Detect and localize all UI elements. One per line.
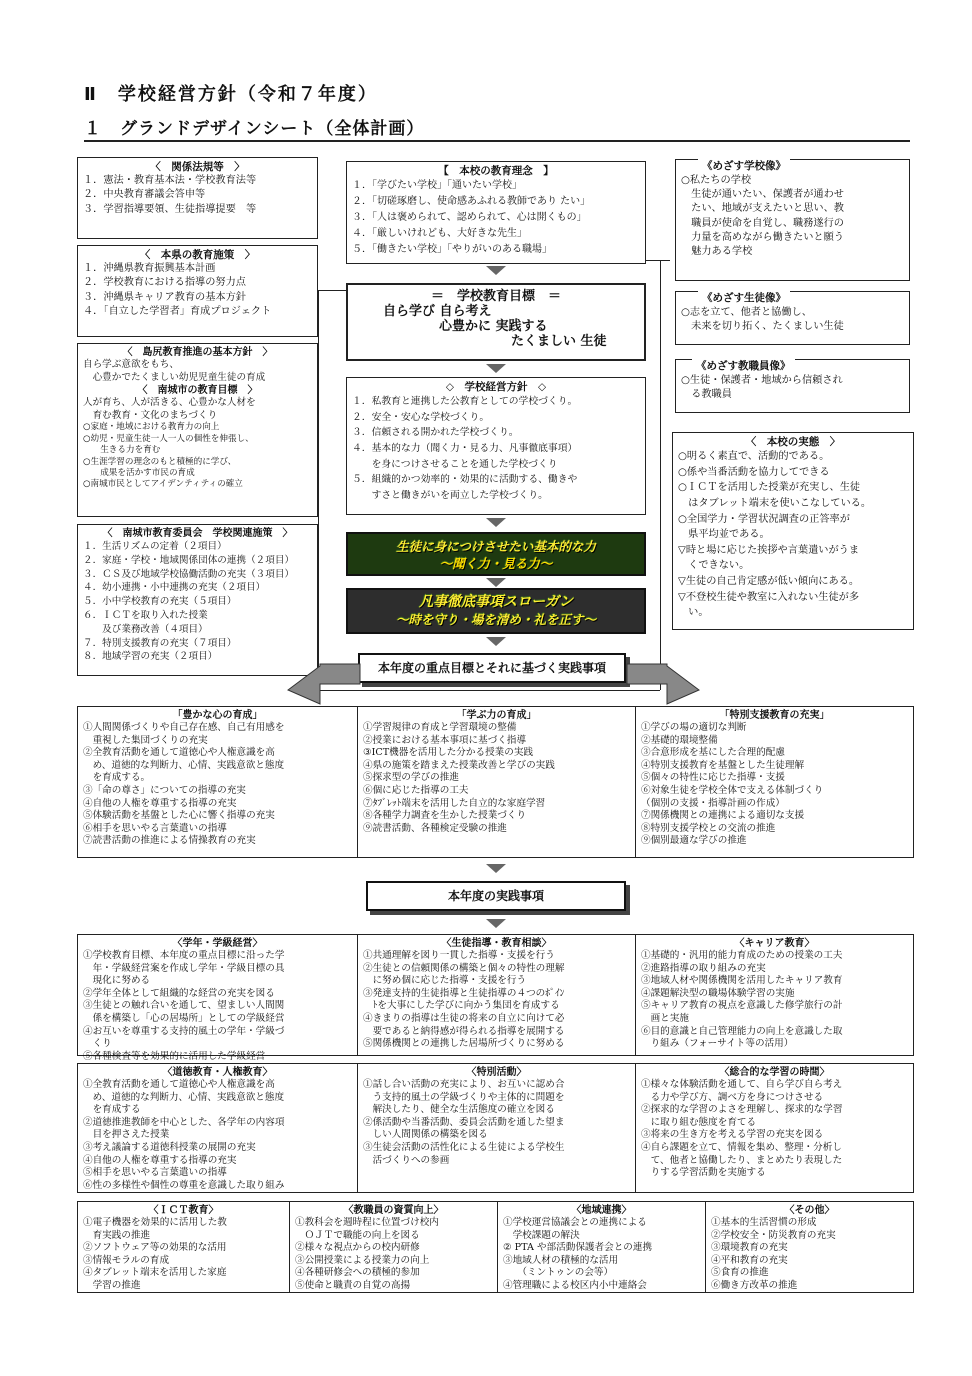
goal-line: たくましい 生徒 — [511, 334, 607, 349]
list-item: い。 — [678, 607, 709, 619]
list-item: 年・学級経営案を作成し学年・学級目標の具 — [83, 962, 285, 974]
banner-subtitle: ～時を守り・場を清め・礼を正す～ — [395, 612, 596, 627]
list-item: 学習の推進 — [83, 1279, 141, 1291]
list-item: 要であると納得感が得られる指導を展開する — [363, 1025, 565, 1037]
shimajiri-title: 〈 島尻教育推進の基本方針 〉 — [122, 347, 273, 358]
practice-box-ict — [77, 1201, 290, 1293]
list-item: 未来を切り拓く、たくましい生徒 — [681, 321, 844, 333]
list-item: ⑤体験活動を基盤とした心に響く指導の充実 — [83, 810, 275, 822]
philosophy-title: 【 本校の教育理念 】 — [438, 165, 554, 177]
list-item: ④タブレット端末を活用した家庭 — [83, 1267, 227, 1279]
list-item: くり — [83, 1038, 112, 1050]
list-item: 学校課題の解決 — [503, 1229, 580, 1241]
list-item: ６．ＩＣＴを取り入れた授業 — [83, 609, 208, 621]
prefecture-policy-box — [77, 245, 318, 337]
list-item: ④お互いを尊重する支持的風土の学年・学級づ — [83, 1025, 285, 1037]
shimajiri-policy-box — [77, 343, 318, 517]
list-item: ③考え議論する道徳科授業の展開の充実 — [83, 1141, 256, 1153]
list-item: ４．基本的な力（聞く力・見る力、凡事徹底事項） — [352, 442, 578, 454]
practice-title: 〈学年・学級経営〉 — [172, 938, 263, 949]
list-item: る力や学び方、調べ方を身につけさせる — [641, 1091, 824, 1103]
list-item: ④管理職による校区内小中連絡会 — [503, 1279, 647, 1291]
list-item: ④自他の人権を尊重する指導の充実 — [83, 797, 237, 809]
list-item: ②様々な視点からの校内研修 — [295, 1242, 420, 1254]
list-item: ③発達支持的生徒指導と生徒指導の４つのﾎﾟｲﾝ — [363, 987, 565, 999]
practice-box-guidance — [357, 934, 636, 1056]
list-item: ５．小中学校教育の充実（５項目） — [83, 596, 237, 608]
list-item: しい人間関係の構築を図る — [363, 1129, 488, 1141]
list-item: ⑧特別支援学校との交流の推進 — [641, 822, 776, 834]
list-item: ④県の施策を踏まえた授業改善と学びの実践 — [363, 759, 555, 771]
list-item: ③「命の尊さ」についての指導の充実 — [83, 784, 246, 796]
connector-line — [660, 260, 661, 690]
list-item: 現化に努める — [83, 975, 151, 987]
list-item: ③地域人材や関係機関を活用したキャリア教育 — [641, 975, 843, 987]
list-item: ②全教育活動を通して道徳心や人権意識を高 — [83, 747, 275, 759]
list-item: 人が育ち、人が活きる、心豊かな人材を — [83, 397, 256, 409]
list-item: ①電子機器を効果的に活用した教 — [83, 1217, 227, 1228]
student-vision-box — [675, 291, 910, 345]
arrow-down-icon — [486, 578, 506, 587]
arrow-down-icon — [486, 518, 506, 527]
list-item: ５．組織的かつ効率的・効果的に活動する、働きや — [352, 474, 578, 486]
list-item: ①学校教育目標、本年度の重点目標に沿った学 — [83, 950, 285, 961]
list-item: ⑤食育の推進 — [711, 1267, 769, 1279]
banner-title: 凡事徹底事項スローガン — [419, 594, 573, 610]
list-item: はタブレット端末を使いこなしている。 — [678, 497, 872, 509]
laws-box — [77, 157, 318, 239]
list-item: て、他者と協働したり、まとめたり表現した — [641, 1154, 843, 1166]
school-goal-box — [346, 283, 646, 361]
list-item: ８．地域学習の充実（２項目） — [83, 651, 218, 663]
list-item: 心豊かでたくましい幼児児童生徒の育成 — [83, 371, 266, 383]
list-item: １．憲法・教育基本法・学校教育法等 — [83, 175, 257, 187]
section-heading: Ⅱ 学校経営方針（令和７年度） — [84, 84, 378, 105]
list-item: ①学校運営協議会との連携による — [503, 1217, 647, 1228]
list-item: ○係や当番活動を協力してできる — [678, 466, 830, 478]
list-item: ①学びの場の適切な判断 — [641, 722, 747, 733]
list-item: １．「学びたい学校」「通いたい学校」 — [352, 180, 522, 192]
school-reality-box — [672, 432, 914, 630]
list-item: ③将来の生き方を考える学習の充実を図る — [641, 1129, 824, 1141]
list-item: ②基礎的環境整備 — [641, 734, 718, 746]
list-item: ▽時と場に応じた挨拶や言葉遣いがうま — [678, 544, 860, 556]
list-item: ３．学習指導要領、生徒指導提要 等 — [83, 203, 257, 215]
list-item: ⑦ﾀﾌﾞﾚｯﾄ端末を活用した自立的な家庭学習 — [363, 797, 546, 809]
pref-title: 〈 本県の教育施策 〉 — [139, 249, 256, 261]
list-item: 活づくりへの参画 — [363, 1154, 450, 1166]
list-item: ２．安全・安心な学校づくり。 — [352, 411, 490, 423]
goal-line: 心豊かに 実践する — [439, 319, 548, 334]
list-item: 職員が使命を自覚し、職務遂行の — [681, 217, 844, 229]
list-item: 画と実施 — [641, 1012, 689, 1024]
list-item: ①基礎的・汎用的能力育成のための授業の工夫 — [641, 950, 843, 961]
arrow-down-icon — [486, 364, 506, 373]
list-item: ⑦関係機関との連携による適切な支援 — [641, 810, 805, 822]
list-item: ②進路指導の取り組みの充実 — [641, 962, 766, 974]
list-item: ②ソフトウェア等の効果的な活用 — [83, 1242, 227, 1254]
list-item: ＯＪＴで職能の向上を図る — [295, 1229, 420, 1241]
list-item: ▽生徒の自己肯定感が低い傾向にある。 — [678, 575, 860, 587]
list-item: （ミントゥンの会等） — [503, 1267, 614, 1279]
nanjo-board-title: 〈 南城市教育委員会 学校関連施策 〉 — [102, 528, 293, 539]
focus-box-heart — [77, 706, 358, 858]
list-item: 自ら学ぶ意欲をもち、 — [83, 359, 179, 370]
staff-vision-title: 《めざす教職員像》 — [692, 359, 795, 373]
focus-title: 「豊かな心の育成」 — [172, 710, 263, 721]
arrow-down-icon — [486, 637, 506, 646]
list-item: ⑥個に応じた指導の工夫 — [363, 784, 469, 796]
list-item: 及び業務改善（４項目） — [83, 623, 208, 635]
list-item: すさと働きがいを両立した学校づくり。 — [352, 489, 548, 501]
banner-subtitle: ～聞く力・見る力～ — [439, 556, 553, 571]
list-item: ２．中央教育審議会答申等 — [83, 189, 206, 201]
connector-line — [318, 690, 660, 691]
list-item: ⑧各種学力調査を生かした授業づくり — [363, 810, 527, 822]
practice-box-other — [705, 1201, 914, 1293]
list-item: ③情報モラルの育成 — [83, 1254, 170, 1266]
list-item: め、道徳的な判断力、心情、実践意欲と態度 — [83, 1091, 285, 1103]
list-item: ４．幼小連携・小中連携の充実（２項目） — [83, 582, 266, 594]
list-item: ③合意形成を基にした合理的配慮 — [641, 747, 785, 759]
list-item: ①基本的生活習慣の形成 — [711, 1217, 817, 1228]
list-item: ②係活動や当番活動、委員会活動を通した望ま — [363, 1116, 565, 1128]
list-item: ①共通理解を図り一貫した指導・支援を行う — [363, 950, 555, 961]
list-item: に取り組む態度を育てる — [641, 1116, 757, 1128]
list-item: を身につけさせることを通した学校づくり — [352, 458, 558, 470]
list-item: 生きる力を育む — [83, 445, 161, 456]
practice-title: 〈キャリア教育〉 — [734, 938, 815, 949]
list-item: ２．家庭・学校・地域関係団体の連携（２項目） — [83, 554, 295, 566]
list-item: め、道徳的な判断力、心情、実践意欲と態度 — [83, 759, 285, 771]
focus-title: 「特別支援教育の充実」 — [719, 710, 830, 721]
staff-vision-box — [675, 359, 910, 413]
list-item: 成果を活かす市民の育成 — [83, 468, 195, 478]
list-item: （個別の支援・指導計画の作成） — [641, 797, 785, 809]
list-item: ①全教育活動を通して道徳心や人権意識を高 — [83, 1079, 275, 1090]
list-item: ④各種研修会への積極的参加 — [295, 1267, 420, 1279]
list-item: ５．「働きたい学校」「やりがいのある職場」 — [352, 244, 552, 256]
list-item: ▽不登校生徒や教室に入れない生徒が多 — [678, 591, 860, 603]
school-vision-title: 《めざす学校像》 — [698, 159, 790, 173]
list-item: ７．特別支援教育の充実（７項目） — [83, 637, 237, 649]
school-vision-box — [675, 159, 910, 281]
list-item: ③生徒との触れ合いを通して、望ましい人間関 — [83, 1000, 285, 1012]
list-item: ⑥対象生徒を学校全体で支える体制づくり — [641, 784, 824, 796]
list-item: ４．「厳しいけれども、大好きな先生」 — [352, 228, 527, 240]
list-item: う支持的風土の学級づくりや主体的に問題を — [363, 1091, 565, 1103]
goal-line: 自ら学び 自ら考え — [383, 304, 492, 319]
list-item: ④自他の人権を尊重する指導の充実 — [83, 1154, 237, 1166]
focus-box-special-support — [635, 706, 914, 858]
banner-title: 生徒に身につけさせたい基本的な力 — [396, 539, 596, 554]
list-item: １．私教育と連携した公教育としての学校づくり。 — [352, 396, 578, 408]
connector-line — [646, 260, 670, 261]
list-item: １．沖縄県教育振興基本計画 — [83, 263, 216, 275]
list-item: 力量を高めながら働きたいと願う — [681, 231, 844, 243]
list-item: 解決したり、健全な生活態度の確立を図る — [363, 1104, 555, 1116]
list-item: くできない。 — [678, 560, 750, 572]
list-item: ②学年全体として組織的な経営の充実を図る — [83, 987, 275, 999]
list-item: に努め個に応じた指導・支援を行う — [363, 975, 527, 987]
practice-bar: 本年度の実践事項 — [366, 881, 626, 911]
policy-title: ◇ 学校経営方針 ◇ — [445, 381, 547, 393]
list-item: ⑦読書活動の推進による情操教育の充実 — [83, 835, 256, 847]
list-item: 県平均並である。 — [678, 529, 770, 541]
list-item: ２．「切磋琢磨し、使命感あふれる教師であり たい」 — [352, 196, 591, 208]
list-item: 係を構築し「心の居場所」としての学級経営 — [83, 1012, 285, 1024]
practice-box-staff-development — [289, 1201, 498, 1293]
list-item: ③公開授業による授業力の向上 — [295, 1254, 430, 1266]
list-item: ③環境教育の充実 — [711, 1242, 788, 1254]
list-item: ①話し合い活動の充実により、お互いに認め合 — [363, 1079, 565, 1090]
list-item: ⑥相手を思いやる言葉遣いの指導 — [83, 822, 227, 834]
list-item: ⑤相手を思いやる言葉遣いの指導 — [83, 1167, 227, 1179]
list-item: ○生涯学習の理念のもと積極的に学び、 — [83, 456, 237, 467]
arrow-right-down-icon — [625, 660, 705, 708]
list-item: りする学習活動を実施する — [641, 1167, 766, 1179]
list-item: ３．ＣＳ及び地域学校協働活動の充実（３項目） — [83, 568, 295, 580]
list-item: ３．沖縄県キャリア教育の基本方針 — [83, 291, 246, 303]
nanjo-goal-title: 〈 南城市の教育目標 〉 — [137, 385, 258, 397]
practice-box-special-activities — [357, 1063, 636, 1193]
arrow-down-icon — [486, 919, 506, 928]
practice-box-integrated-study — [635, 1063, 914, 1193]
list-item: ⑥目的意識と自己管理能力の向上を意識した取 — [641, 1025, 843, 1037]
list-item: ③地域人材の積極的な活用 — [503, 1254, 619, 1266]
list-item: たい、地域が支えたいと思い、教 — [681, 203, 844, 215]
practice-title: 〈ＩＣＴ教育〉 — [148, 1205, 219, 1216]
list-item: ﾄを大事にした学びに向かう集団を育成する — [363, 1000, 560, 1012]
list-item: を育成する — [83, 1104, 141, 1116]
goal-title: ＝ 学校教育目標 ＝ — [430, 289, 561, 304]
nanjo-board-box — [77, 524, 318, 676]
practice-box-moral — [77, 1063, 358, 1193]
list-item: ○ＩＣＴを活用した授業が充実し、生徒 — [678, 482, 861, 494]
list-item: 重視した集団づくりの充実 — [83, 734, 208, 746]
arrow-down-icon — [486, 266, 506, 275]
list-item: ３．信頼される開かれた学校づくり。 — [352, 427, 519, 439]
focus-title: 「学ぶ力の育成」 — [456, 710, 537, 721]
connector-line — [318, 290, 346, 291]
list-item: ② PTA や部活動保護者会との連携 — [503, 1242, 653, 1254]
list-item: ○全国学力・学習状況調査の正答率が — [678, 513, 850, 525]
practice-title: 〈道徳教育・人権教育〉 — [162, 1067, 273, 1078]
list-item: ○幼児・児童生徒一人一人の個性を伸張し、 — [83, 433, 254, 444]
list-item: ①教科会を週時程に位置づけ校内 — [295, 1217, 439, 1228]
list-item: ⑤キャリア教育の視点を意識した修学旅行の計 — [641, 1000, 843, 1012]
list-item: ④きまりの指導は生徒の将来の自立に向けて必 — [363, 1012, 565, 1024]
list-item: ②生徒との信頼関係の構築と個々の特性の理解 — [363, 962, 565, 974]
list-item: ⑥性の多様性や個性の尊重を意識した取り組み — [83, 1179, 285, 1191]
list-item: 育実践の推進 — [83, 1229, 151, 1241]
subsection-heading: １ グランドデザインシート（全体計画） — [84, 114, 910, 142]
list-item: ①様々な体験活動を通して、自ら学び自ら考え — [641, 1079, 843, 1090]
arrow-down-icon — [486, 864, 506, 873]
list-item: ②授業における基本事項に基づく指導 — [363, 734, 527, 746]
practice-box-community — [497, 1201, 706, 1293]
connector-line — [318, 290, 319, 690]
list-item: 生徒が通いたい、保護者が通わせ — [681, 189, 844, 201]
list-item: ⑤各種検査等を効果的に活用した学級経営 — [83, 1050, 266, 1062]
practice-title: 〈特別活動〉 — [466, 1067, 527, 1078]
list-item: ○私たちの学校 — [681, 175, 752, 186]
list-item: ２．学校教育における指導の努力点 — [83, 277, 246, 289]
list-item: ⑨読書活動、各種検定受験の推進 — [363, 822, 507, 834]
focus-goals-bar: 本年度の重点目標とそれに基づく実践事項 — [358, 653, 626, 683]
list-item: ○家庭・地域における教育力の向上 — [83, 422, 220, 433]
list-item: ○志を立て、他者と協働し、 — [681, 307, 812, 318]
reality-title: 〈 本校の実態 〉 — [745, 436, 841, 448]
list-item: ⑤使命と職責の自覚の高揚 — [295, 1279, 411, 1291]
list-item: る教職員 — [681, 389, 732, 401]
list-item: ⑤関係機関との連携した居場所づくりに努める — [363, 1038, 565, 1050]
list-item: ①学習規律の育成と学習環境の整備 — [363, 722, 517, 733]
list-item: ４．「自立した学習者」育成プロジェクト — [83, 305, 272, 317]
list-item: ①人間関係づくりや自己存在感、自己有用感を — [83, 722, 285, 733]
practice-title: 〈教職員の資質向上〉 — [343, 1205, 444, 1216]
practice-title: 〈総合的な学習の時間〉 — [719, 1067, 830, 1078]
management-policy-box — [346, 377, 646, 515]
basic-skills-banner — [346, 532, 646, 576]
list-item: 育む教育・文化のまちづくり — [83, 409, 218, 421]
list-item: 魅力ある学校 — [681, 246, 753, 258]
list-item: ②道徳推進教師を中心とした、各学年の内容項 — [83, 1116, 285, 1128]
list-item: ②学校安全・防災教育の充実 — [711, 1229, 836, 1241]
list-item: を育成する。 — [83, 772, 151, 784]
list-item: ④課題解決型の職場体験学習の実施 — [641, 987, 795, 999]
laws-title: 〈 関係法規等 〉 — [150, 161, 245, 173]
practice-title: 〈生徒指導・教育相談〉 — [441, 938, 552, 949]
list-item: り組み（フォーサイト等の活用） — [641, 1038, 794, 1050]
list-item: ⑥働き方改革の推進 — [711, 1279, 798, 1291]
list-item: 目を押さえた授業 — [83, 1129, 170, 1141]
arrow-left-down-icon — [282, 660, 362, 708]
student-vision-title: 《めざす生徒像》 — [698, 291, 790, 305]
practice-title: 〈地域連携〉 — [571, 1205, 632, 1216]
practice-title: 〈その他〉 — [784, 1205, 835, 1216]
slogan-banner — [346, 588, 646, 634]
practice-box-class-management — [77, 934, 358, 1062]
list-item: ③ICT機器を活用した分かる授業の実践 — [363, 747, 534, 759]
list-item: ○生徒・保護者・地域から信頼され — [681, 375, 843, 386]
list-item: ②探求的な学習のよさを理解し、探求的な学習 — [641, 1104, 843, 1116]
list-item: ④特別支援教育を基盤とした生徒理解 — [641, 759, 805, 771]
philosophy-box — [346, 161, 646, 264]
list-item: ○明るく素直で、活動的である。 — [678, 451, 830, 463]
practice-box-career — [635, 934, 914, 1056]
list-item: ３．「人は褒められて、認められて、心は開くもの」 — [352, 212, 587, 224]
list-item: ④平和教育の充実 — [711, 1254, 788, 1266]
list-item: ⑤探求型の学びの推進 — [363, 772, 459, 784]
list-item: ③生徒会活動の活性化による生徒による学校生 — [363, 1141, 565, 1153]
list-item: １．生活リズムの定着（２項目） — [83, 541, 227, 552]
list-item: ⑤個々の特性に応じた指導・支援 — [641, 772, 785, 784]
list-item: ④自ら課題を立て、情報を集め、整理・分析し — [641, 1141, 842, 1153]
focus-box-learning — [357, 706, 636, 858]
list-item: ⑨個別最適な学びの推進 — [641, 835, 747, 847]
list-item: ○南城市民としてアイデンティティの確立 — [83, 479, 243, 490]
